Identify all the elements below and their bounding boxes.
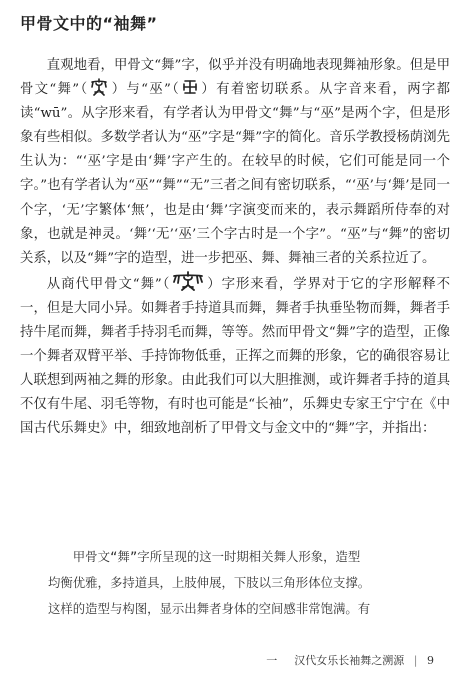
footer-page-number: 9 [427, 654, 434, 667]
quote-line-2: 均衡优雅，多持道具，上肢伸展，下肢以三角形体位支撑。 [48, 575, 371, 590]
quote-line-3: 这样的造型与构图，显示出舞者身体的空间感非常饱满。有 [48, 601, 371, 616]
paragraph-2-text-a: 从商代甲骨文“舞”（ [46, 276, 171, 292]
paragraph-2 [20, 271, 450, 442]
body-text [20, 54, 450, 442]
block-quote [48, 544, 418, 622]
footer-section-title: 汉代女乐长袖舞之溯源 [294, 654, 405, 667]
footer-chapter: 一 [266, 654, 278, 667]
paragraph-1-text-c: ）有着密切联系。从字音来看，两字都读“wū”。从字形来看，有学者认为甲骨文“舞”与“巫”是两个字，但是形象有些相似。多数学者认为“巫”字是“舞”字的简化。音乐学教授杨荫浏先生认为：“‘巫’字是由‘舞’字产生的。在较早的时候，它们可能是同一个字。”也有学者认为“巫”“舞”“无”三者之间有密切联系，“‘巫’与‘舞’是同一个字，‘无’字繁体‘無’，也是由‘舞’字演变而来的，表示舞蹈所侍奉的对象，也就是神灵。‘舞’‘无’‘巫’三个字古时是一个字”。“巫”与“舞”的密切关系，以及“舞”字的造型，进一步把巫、舞、舞袖三者的关系拉近了。 [20, 82, 450, 266]
page-title: 甲骨文中的“袖舞” [20, 14, 158, 33]
paragraph-2-text-b: ）字形来看，学界对于它的字形解释不一，但是大同小异。如舞者手持道具而舞，舞者手执垂坠物而舞，舞者手持牛尾而舞，舞者手持羽毛而舞，等等。然而甲骨文“舞”字的造型，正像一个舞者双臂平举、手持饰物低垂，正挥之而舞的形象，它的确很容易让人联想到两袖之舞的形象。由此我们可以大胆推测，或许舞者手持的道具不仅有牛尾、羽毛等物，有时也可能是“长袖”，乐舞史专家王宁宁在《中国古代乐舞史》中，细致地剖析了甲骨文与金文中的“舞”字，并指出： [20, 276, 450, 437]
oracle-wu-dance-bronze-glyph-icon [171, 271, 205, 291]
page-footer [266, 652, 434, 668]
oracle-wu-shaman-glyph-icon [181, 78, 199, 96]
quote-line-1: 甲骨文“舞”字所呈现的这一时期相关舞人形象，造型 [72, 549, 361, 564]
paragraph-1-text-a: 直观地看，甲骨文“舞”字，似乎并没有明确地表现舞袖形象。但是甲骨文“舞”（ [20, 58, 450, 98]
paragraph-1-text-b: ）与“巫”（ [110, 82, 181, 98]
footer-divider: | [413, 654, 418, 667]
paragraph-1 [20, 54, 450, 271]
oracle-wu-dance-glyph-icon [89, 78, 109, 96]
